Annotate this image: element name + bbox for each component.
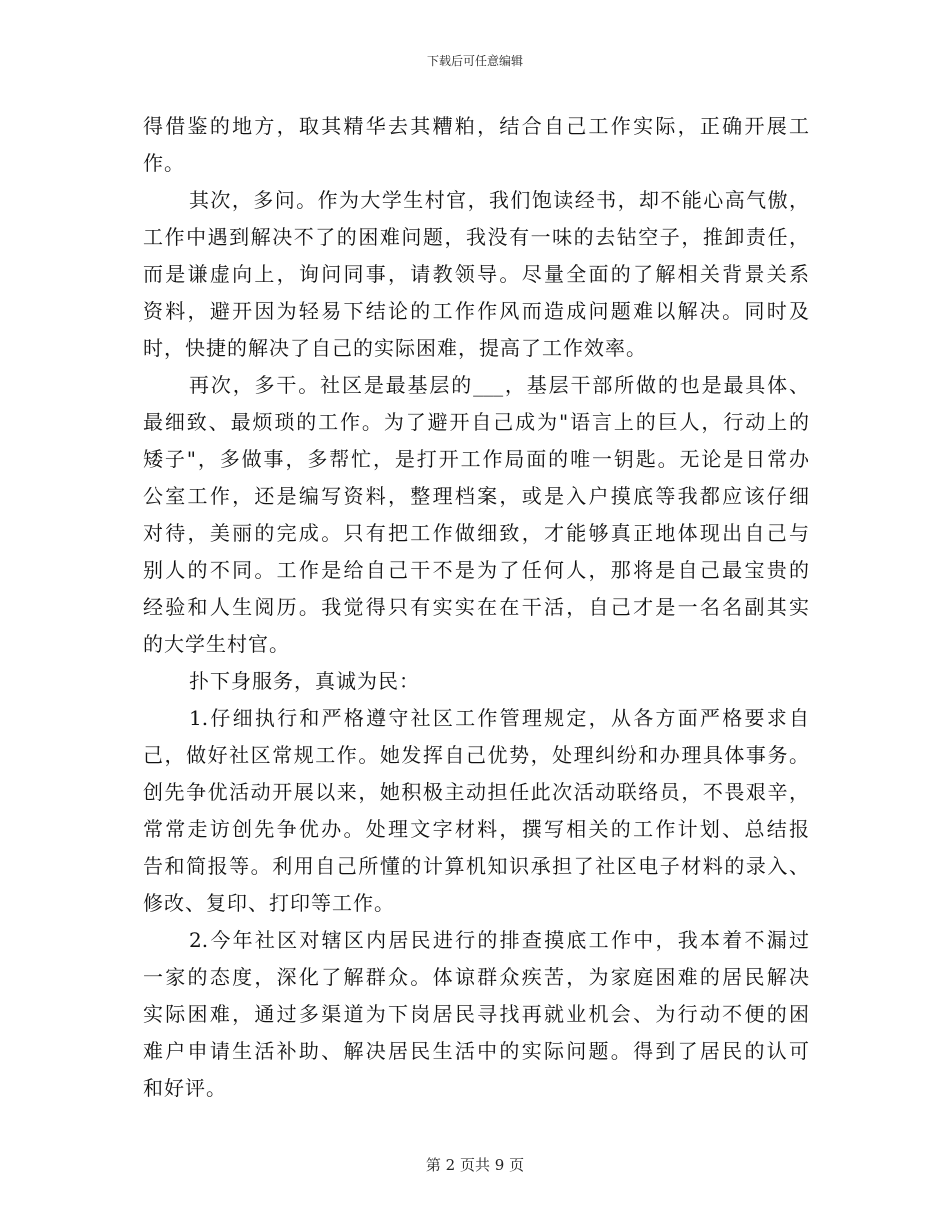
list-item-2-first-line: 2.今年社区对辖区内居民进行的排查摸底工作中，我本着不漏过 bbox=[189, 928, 809, 952]
text-line: 别人的不同。工作是给自己干不是为了任何人，那将是自己最宝贵的 bbox=[143, 558, 809, 582]
text-line: 经验和人生阅历。我觉得只有实实在在干活，自己才是一名名副其实 bbox=[143, 595, 809, 619]
text-line: 的大学生村官。 bbox=[143, 632, 290, 656]
text-line: 最细致、最烦琐的工作。为了避开自己成为"语言上的巨人，行动上的 bbox=[143, 410, 809, 434]
text-line: 公室工作，还是编写资料，整理档案，或是入户摸底等我都应该仔细 bbox=[143, 484, 809, 508]
paragraph-first-line: 再次，多干。社区是最基层的___，基层干部所做的也是最具体、 bbox=[189, 373, 809, 397]
text-line: 得借鉴的地方，取其精华去其糟粕，结合自己工作实际，正确开展工 bbox=[143, 114, 809, 138]
text-line: 工作中遇到解决不了的困难问题，我没有一味的去钻空子，推卸责任， bbox=[143, 225, 809, 249]
text-line: 常常走访创先争优办。处理文字材料，撰写相关的工作计划、总结报 bbox=[143, 817, 809, 841]
paragraph-first-line: 其次，多问。作为大学生村官，我们饱读经书，却不能心高气傲， bbox=[189, 188, 809, 212]
text-line: 一家的态度，深化了解群众。体谅群众疾苦，为家庭困难的居民解决 bbox=[143, 965, 809, 989]
page-header: 下载后可任意编辑 bbox=[426, 54, 523, 68]
text-line: 创先争优活动开展以来，她积极主动担任此次活动联络员，不畏艰辛， bbox=[143, 780, 809, 804]
page-number: 第 2 页共 9 页 bbox=[425, 1156, 525, 1174]
list-item-1-first-line: 1.仔细执行和严格遵守社区工作管理规定，从各方面严格要求自 bbox=[189, 706, 809, 730]
text-line: 己，做好社区常规工作。她发挥自己优势，处理纠纷和办理具体事务。 bbox=[143, 743, 809, 767]
text-line: 资料，避开因为轻易下结论的工作作风而造成问题难以解决。同时及 bbox=[143, 299, 809, 323]
text-line: 和好评。 bbox=[143, 1076, 227, 1100]
text-line: 难户申请生活补助、解决居民生活中的实际问题。得到了居民的认可 bbox=[143, 1039, 809, 1063]
text-line: 告和简报等。利用自己所懂的计算机知识承担了社区电子材料的录入、 bbox=[143, 854, 809, 878]
section-heading: 扑下身服务，真诚为民： bbox=[189, 669, 420, 693]
text-line: 实际困难，通过多渠道为下岗居民寻找再就业机会、为行动不便的困 bbox=[143, 1002, 809, 1026]
document-body bbox=[143, 108, 809, 1107]
text-line: 修改、复印、打印等工作。 bbox=[143, 891, 395, 915]
text-line: 时，快捷的解决了自己的实际困难，提高了工作效率。 bbox=[143, 336, 647, 360]
text-line: 作。 bbox=[143, 151, 185, 175]
text-line: 矮子"，多做事，多帮忙，是打开工作局面的唯一钥匙。无论是日常办 bbox=[143, 447, 809, 471]
text-line: 而是谦虚向上，询问同事，请教领导。尽量全面的了解相关背景关系 bbox=[143, 262, 809, 286]
text-line: 对待，美丽的完成。只有把工作做细致，才能够真正地体现出自己与 bbox=[143, 521, 809, 545]
